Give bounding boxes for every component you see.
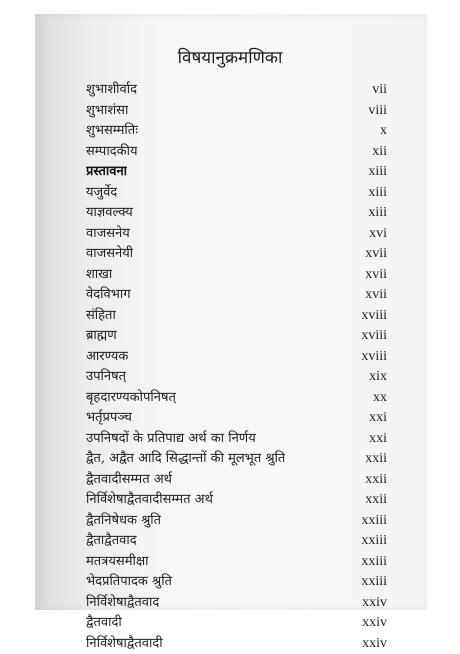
- toc-page-number: xxiv: [362, 593, 387, 614]
- toc-page-number: xvi: [369, 224, 387, 245]
- toc-entry: शुभाशंसा: [86, 101, 128, 122]
- toc-page-number: xxiii: [361, 552, 387, 573]
- toc-page-number: xiii: [368, 203, 387, 224]
- toc-entry: शाखा: [86, 265, 112, 286]
- toc-page-number: xvii: [365, 285, 387, 306]
- toc-entry: आरण्यक: [86, 347, 128, 368]
- toc-page-number: xxiv: [362, 634, 387, 654]
- toc-row: [86, 142, 387, 163]
- toc-page-number: xviii: [361, 306, 387, 327]
- toc-page-number: xviii: [361, 326, 387, 347]
- toc-row: [86, 80, 387, 101]
- toc-entry: सम्पादकीय: [86, 142, 137, 163]
- toc-page-number: vii: [372, 80, 387, 101]
- toc-page-number: xx: [373, 388, 387, 409]
- toc-row: [86, 162, 387, 183]
- toc-row: [86, 265, 387, 286]
- toc-page-number: xiii: [368, 162, 387, 183]
- toc-row: [86, 388, 387, 409]
- toc-entry: यजुर्वेद: [86, 183, 117, 204]
- page-title: विषयानुक्रमणिका: [0, 48, 460, 68]
- toc-row: [86, 613, 387, 634]
- toc-page-number: xxiii: [361, 572, 387, 593]
- toc-row: [86, 531, 387, 552]
- toc-row: [86, 183, 387, 204]
- toc-entry: द्वैतवादी: [86, 613, 122, 634]
- toc-entry: भेदप्रतिपादक श्रुति: [86, 572, 172, 593]
- toc-entry: शुभाशीर्वाद: [86, 80, 137, 101]
- toc-page-number: xxii: [365, 490, 387, 511]
- toc-entry: मतत्रयसमीक्षा: [86, 552, 149, 573]
- toc-page-number: xvii: [365, 265, 387, 286]
- toc-row: [86, 203, 387, 224]
- toc-entry: शुभसम्मतिः: [86, 121, 138, 142]
- toc-entry: वेदविभाग: [86, 285, 131, 306]
- toc-row: [86, 244, 387, 265]
- toc-entry: द्वैताद्वैतवाद: [86, 531, 137, 552]
- toc-row: [86, 429, 387, 450]
- toc-entry: निर्विशेषाद्वैतवादीसम्मत अर्थ: [86, 490, 213, 511]
- toc-entry: द्वैत, अद्वैत आदि सिद्धान्तों की मूलभूत श्रुति: [86, 449, 285, 470]
- toc-page-number: xxi: [369, 408, 387, 429]
- toc-row: [86, 347, 387, 368]
- toc-row: [86, 572, 387, 593]
- toc-row: [86, 101, 387, 122]
- toc-row: [86, 408, 387, 429]
- toc-page-number: xii: [372, 142, 387, 163]
- toc-entry: भर्तृप्रपञ्च: [86, 408, 132, 429]
- toc-page-number: xix: [369, 367, 387, 388]
- toc-entry: द्वैतवादीसम्मत अर्थ: [86, 470, 172, 491]
- toc-page-number: xxi: [369, 429, 387, 450]
- toc-page-number: xxiii: [361, 511, 387, 532]
- toc-page-number: xxii: [365, 449, 387, 470]
- toc-row: [86, 285, 387, 306]
- toc-row: [86, 593, 387, 614]
- toc-entry: निर्विशेषाद्वैतवाद: [86, 593, 159, 614]
- toc-row: [86, 511, 387, 532]
- toc-entry: ब्राह्मण: [86, 326, 117, 347]
- toc-page-number: viii: [368, 101, 387, 122]
- toc-row: [86, 490, 387, 511]
- toc-entry: उपनिषदों के प्रतिपाद्य अर्थ का निर्णय: [86, 429, 256, 450]
- toc-entry: वाजसनेयी: [86, 244, 133, 265]
- toc-entry: प्रस्तावना: [86, 162, 127, 183]
- toc-page-number: xvii: [365, 244, 387, 265]
- toc-page-number: xxiv: [362, 613, 387, 634]
- toc-entry: संहिता: [86, 306, 116, 327]
- toc-row: [86, 306, 387, 327]
- toc-row: [86, 367, 387, 388]
- toc-entry: याज्ञवल्क्य: [86, 203, 133, 224]
- toc-row: [86, 121, 387, 142]
- toc-entry: द्वैतनिषेधक श्रुति: [86, 511, 161, 532]
- toc-row: [86, 224, 387, 245]
- toc-page-number: x: [380, 121, 387, 142]
- toc-entry: उपनिषत्: [86, 367, 126, 388]
- toc-entry: निर्विशेषाद्वैतवादी: [86, 634, 163, 654]
- toc-row: [86, 470, 387, 491]
- toc-row: [86, 449, 387, 470]
- toc-page-number: xiii: [368, 183, 387, 204]
- toc-page-number: xviii: [361, 347, 387, 368]
- toc-row: [86, 552, 387, 573]
- toc-row: [86, 634, 387, 654]
- toc-page-number: xxii: [365, 470, 387, 491]
- toc-page-number: xxiii: [361, 531, 387, 552]
- toc-row: [86, 326, 387, 347]
- toc-entry: बृहदारण्यकोपनिषत्: [86, 388, 176, 409]
- toc-entry: वाजसनेय: [86, 224, 130, 245]
- table-of-contents: [86, 80, 387, 654]
